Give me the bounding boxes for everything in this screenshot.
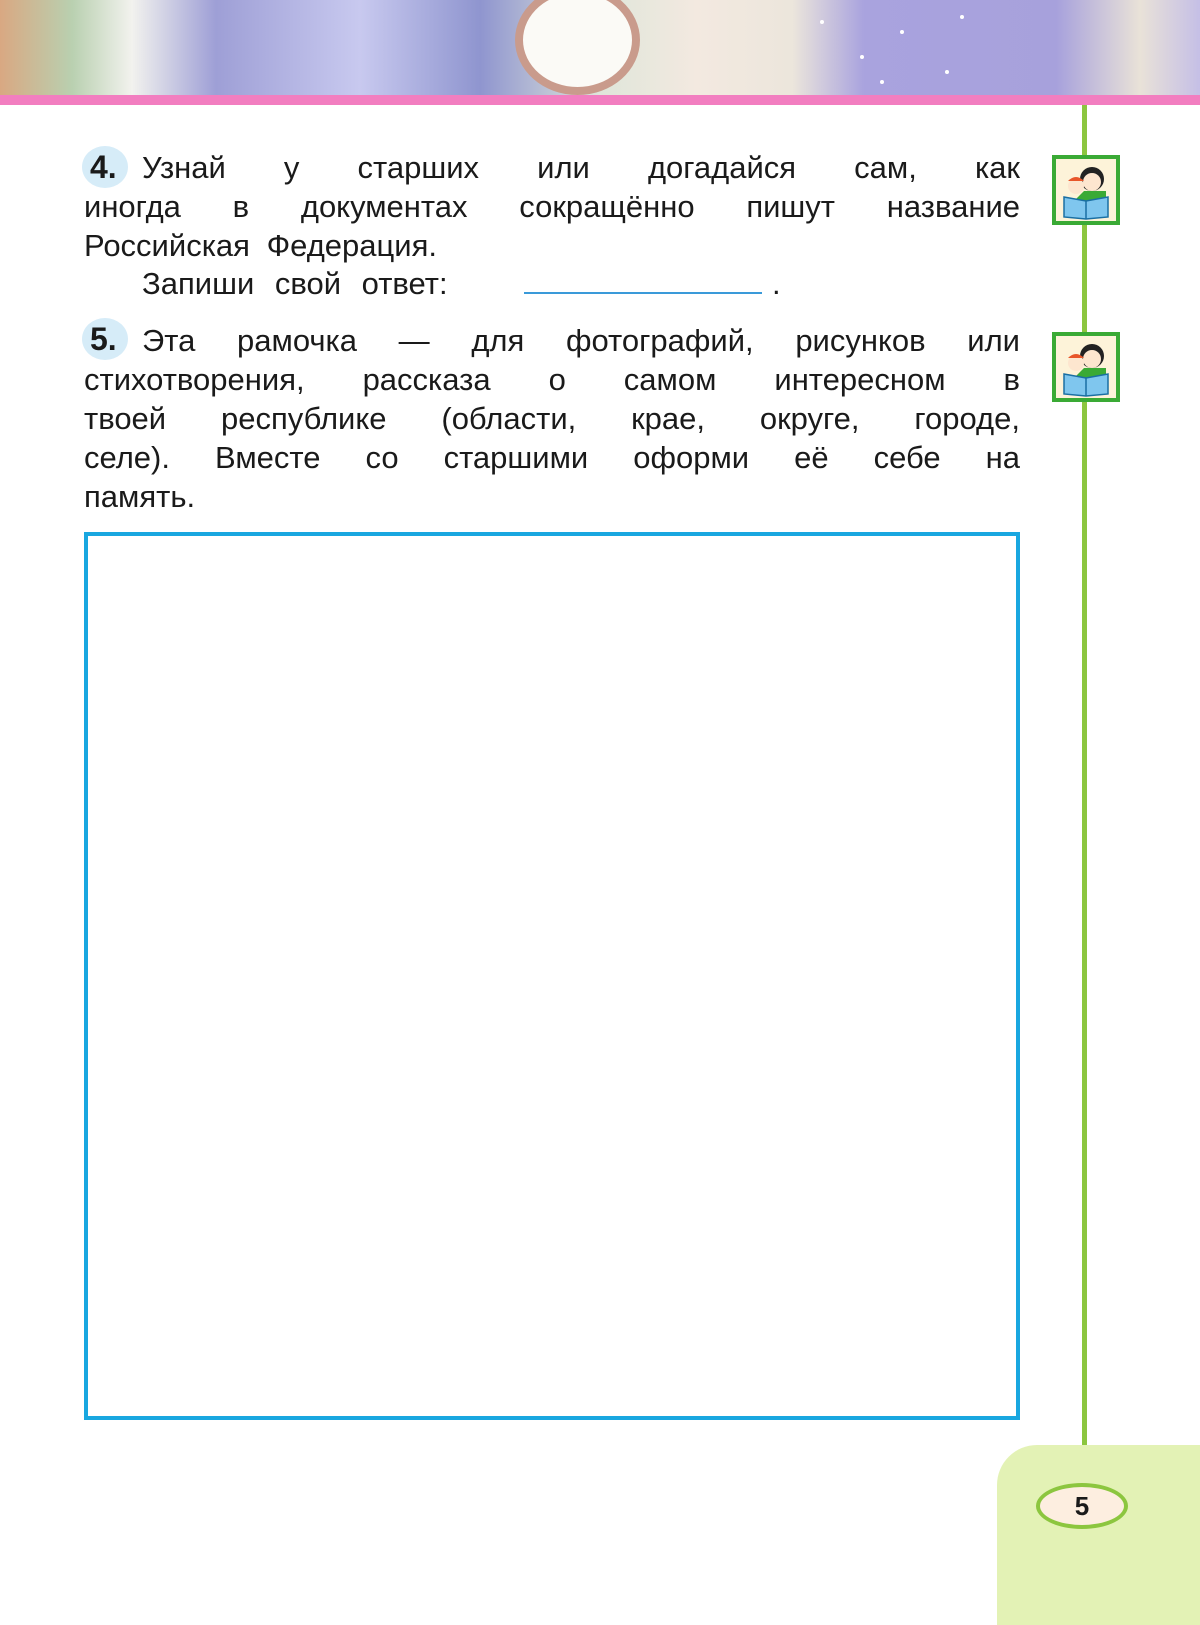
page-number: 5 xyxy=(1036,1483,1128,1529)
task-number: 5. xyxy=(82,318,128,360)
parent-child-reading-icon xyxy=(1052,155,1120,225)
header-banner-image xyxy=(0,0,1200,96)
task-number: 4. xyxy=(82,146,128,188)
task-text-line: Российская Федерация. xyxy=(84,228,437,263)
task-text-line: стихотворения, рассказа о самом интересном в xyxy=(84,362,1020,397)
task-text-line: Эта рамочка — для фотографий, рисунков или xyxy=(142,323,1020,358)
parent-child-reading-icon xyxy=(1052,332,1120,402)
task-text-line: селе). Вместе со старшими оформи её себе на xyxy=(84,440,1020,475)
page-corner-tab xyxy=(997,1445,1200,1625)
task-text-line: Узнай у старших или догадайся сам, как xyxy=(142,150,1020,185)
header-pink-band xyxy=(0,95,1200,105)
photo-drawing-frame[interactable] xyxy=(84,532,1020,1420)
clock-illustration xyxy=(515,0,640,95)
task-text-line: твоей республике (области, крае, округе, городе, xyxy=(84,401,1020,436)
answer-end-period: . xyxy=(772,266,781,301)
task-text-line: память. xyxy=(84,479,196,514)
answer-input-line[interactable] xyxy=(524,292,762,294)
margin-green-line xyxy=(1082,105,1087,1475)
answer-prompt: Запиши свой ответ: xyxy=(142,266,448,301)
task-text-line: иногда в документах сокращённо пишут название xyxy=(84,189,1020,224)
